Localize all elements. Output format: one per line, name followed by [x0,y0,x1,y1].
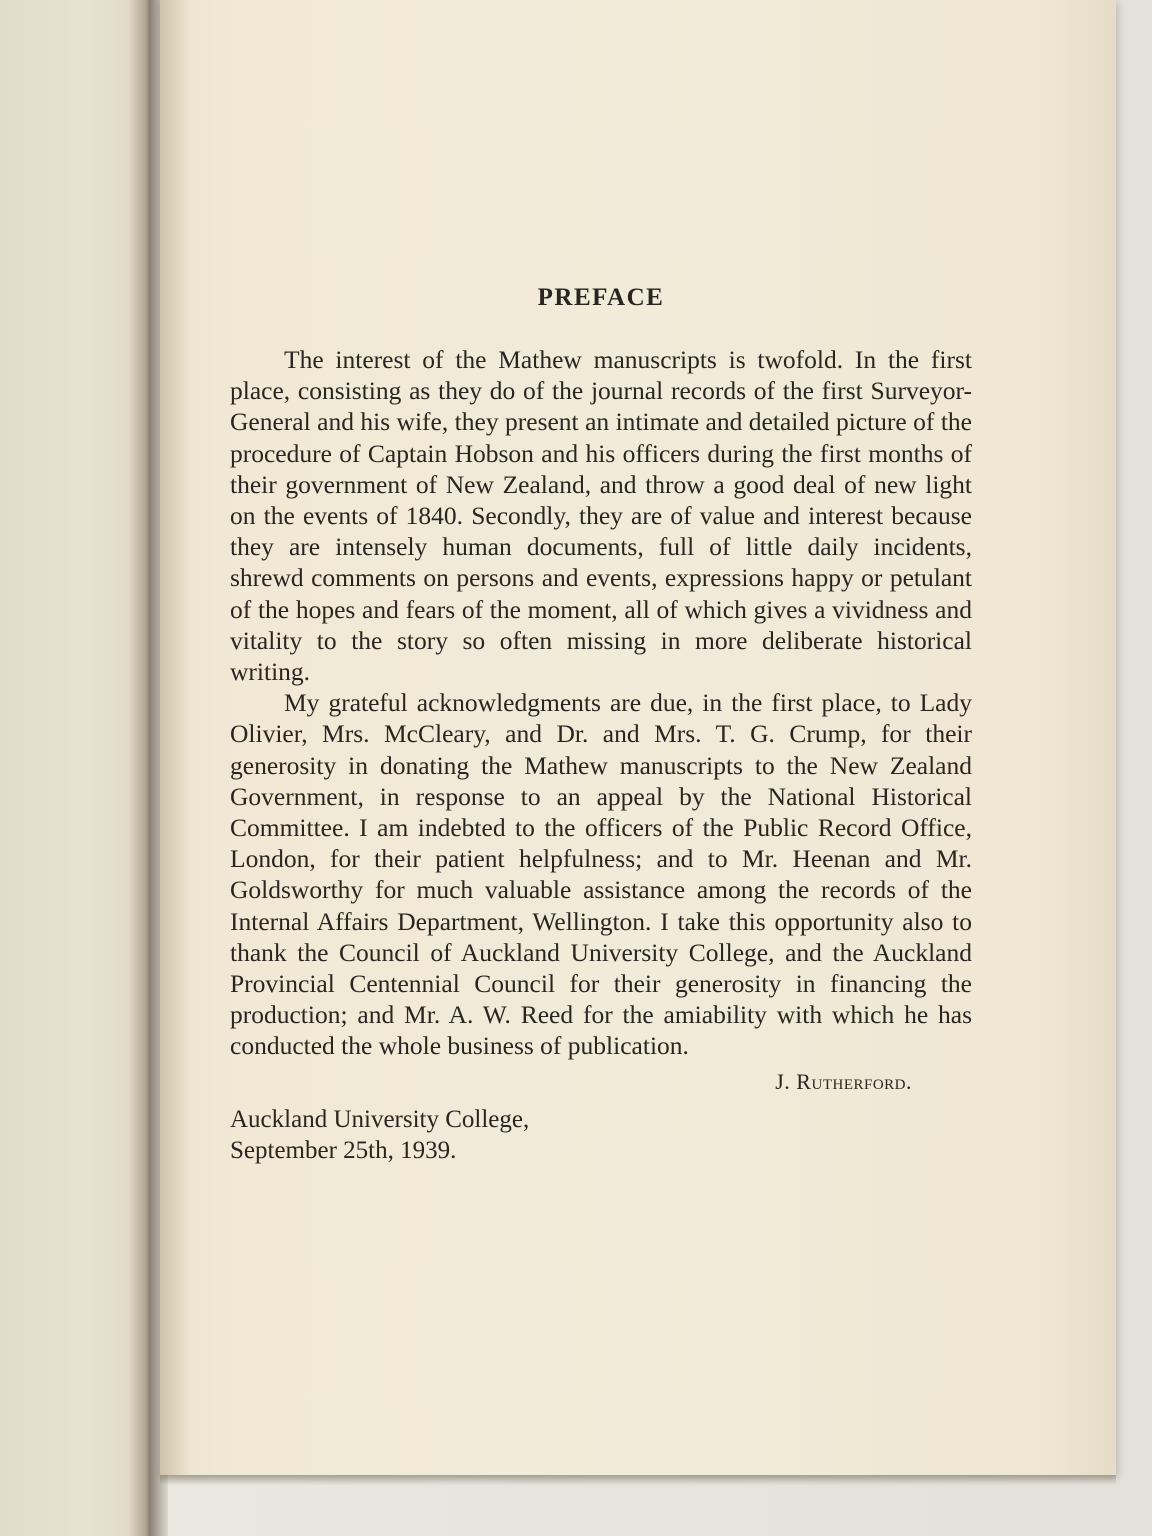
preface-paragraph-2: My grateful acknowledgments are due, in the first place, to Lady Olivier, Mrs. McCleary, and Dr. and Mrs. T. G. Crump, for their generosity in donating the Mathew manuscripts to the New Zealand Government, in response to an appeal by the National Historical Committee. I am indebted to the officers of the Public Record Office, London, for their patient helpfulness; and to Mr. Heenan and Mr. Goldsworthy for much valuable assistance among the records of the Internal Affairs Department, Wellington. I take this opportunity also to thank the Council of Auckland University College, and the Auckland Provincial Centennial Council for their generosity in financing the production; and Mr. A. W. Reed for the amiability with which he has conducted the whole business of publication. [230,688,972,1061]
dateline-date: September 25th, 1939. [230,1136,457,1164]
preface-text-block [230,280,972,1166]
preface-paragraph-1: The interest of the Mathew manuscripts is twofold. In the first place, consisting as they do of the journal records of the first Surveyor-General and his wife, they present an intimate and detailed picture of the procedure of Captain Hobson and his officers during the first months of their government of New Zealand, and throw a good deal of new light on the events of 1840. Secondly, they are of value and interest because they are intensely human documents, full of little daily incidents, shrewd comments on persons and events, expressions happy or petulant of the hopes and fears of the moment, all of which gives a vividness and vitality to the story so often missing in more deliberate historical writing. [230,345,972,687]
author-signature: J. Rutherford. [775,1068,912,1094]
preface-heading: PREFACE [537,284,665,311]
page-bottom-shadow [160,1475,1116,1485]
dateline [230,1104,972,1166]
dateline-place: Auckland University College, [230,1105,530,1133]
page-gutter-shading [160,0,190,1475]
